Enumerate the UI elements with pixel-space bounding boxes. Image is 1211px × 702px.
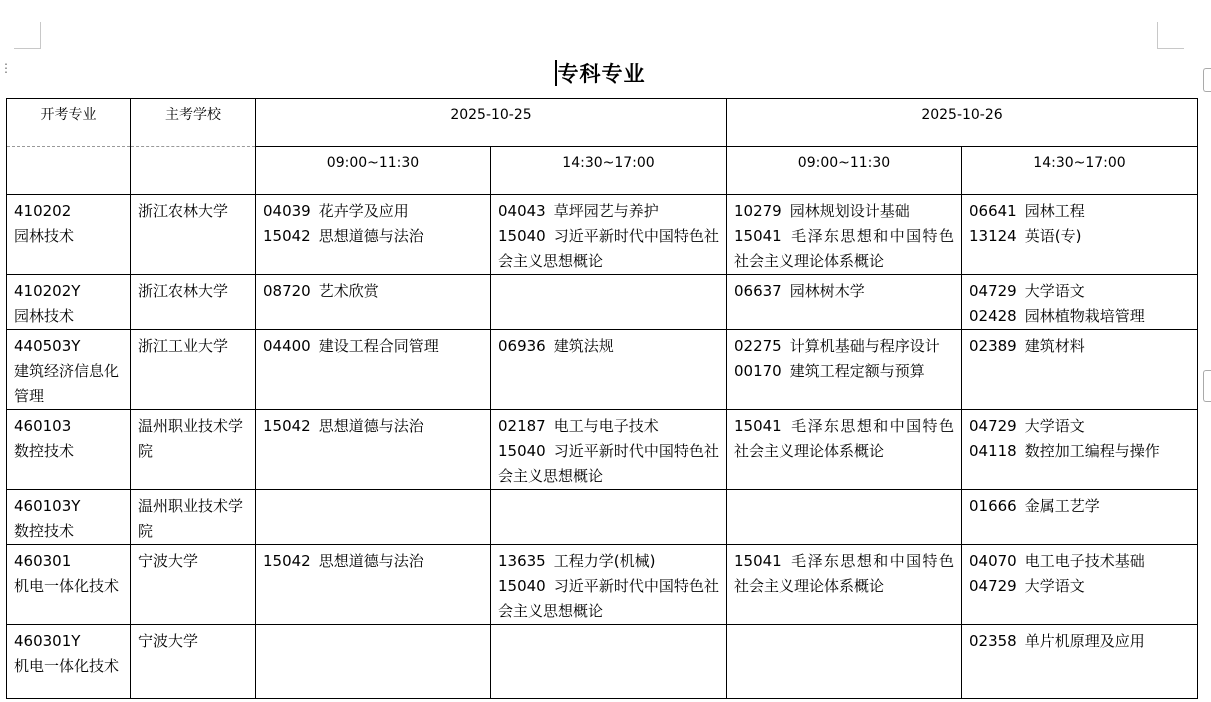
major-name: 建筑经济信息化管理 — [14, 362, 120, 405]
major-cell[interactable] — [7, 330, 131, 410]
course-entry — [969, 629, 1190, 654]
course-code: 15040 — [498, 577, 546, 595]
course-code: 15041 — [734, 227, 782, 245]
exam-cell-d1-pm[interactable] — [491, 545, 727, 625]
course-code: 06637 — [734, 282, 782, 300]
course-entry — [498, 439, 719, 489]
header-slot-d1-am: 09:00~11:30 — [256, 147, 491, 195]
major-code: 460301 — [14, 552, 72, 570]
major-code: 410202Y — [14, 282, 81, 300]
course-entry — [498, 334, 719, 359]
course-name: 电工电子技术基础 — [1024, 552, 1145, 570]
course-name: 园林规划设计基础 — [789, 202, 910, 220]
exam-cell-d1-pm[interactable] — [491, 195, 727, 275]
course-entry — [734, 199, 954, 224]
major-cell[interactable] — [7, 625, 131, 699]
course-name: 思想道德与法治 — [318, 552, 424, 570]
major-name: 数控技术 — [14, 522, 75, 540]
table-row — [7, 195, 1198, 275]
table-row — [7, 275, 1198, 330]
course-code: 04400 — [263, 337, 311, 355]
course-code: 02389 — [969, 337, 1017, 355]
header-row-slots — [7, 147, 1198, 195]
course-entry — [969, 199, 1190, 224]
major-cell[interactable] — [7, 545, 131, 625]
course-name: 毛泽东思想和中国特色社会主义理论体系概论 — [734, 552, 954, 595]
school-cell[interactable]: 浙江农林大学 — [131, 275, 256, 330]
course-code: 10279 — [734, 202, 782, 220]
major-code: 460103Y — [14, 497, 81, 515]
major-code: 460103 — [14, 417, 72, 435]
exam-cell-d2-am[interactable] — [727, 625, 962, 699]
school-cell[interactable]: 宁波大学 — [131, 625, 256, 699]
exam-cell-d2-am[interactable] — [727, 330, 962, 410]
course-name: 园林树木学 — [789, 282, 865, 300]
exam-cell-d1-am[interactable] — [256, 410, 491, 490]
course-entry — [263, 549, 483, 574]
course-code: 06936 — [498, 337, 546, 355]
course-name: 习近平新时代中国特色社会主义思想概论 — [498, 442, 719, 485]
course-name: 大学语文 — [1024, 577, 1085, 595]
header-date-1: 2025-10-25 — [256, 99, 727, 147]
course-entry — [498, 224, 719, 274]
major-name: 园林技术 — [14, 307, 75, 325]
exam-cell-d1-pm[interactable] — [491, 275, 727, 330]
course-code: 15040 — [498, 227, 546, 245]
course-name: 艺术欣赏 — [318, 282, 379, 300]
exam-cell-d1-am[interactable] — [256, 275, 491, 330]
table-row — [7, 625, 1198, 699]
course-code: 15041 — [734, 417, 782, 435]
table-row — [7, 330, 1198, 410]
course-code: 04729 — [969, 417, 1017, 435]
course-entry — [734, 224, 954, 274]
exam-cell-d2-pm[interactable] — [962, 410, 1198, 490]
major-name: 数控技术 — [14, 442, 75, 460]
header-major-blank — [7, 147, 131, 195]
course-name: 花卉学及应用 — [318, 202, 409, 220]
table-row — [7, 490, 1198, 545]
header-school: 主考学校 — [131, 99, 256, 147]
course-name: 单片机原理及应用 — [1024, 632, 1145, 650]
exam-schedule-table[interactable] — [6, 98, 1198, 699]
course-code: 04039 — [263, 202, 311, 220]
course-name: 思想道德与法治 — [318, 227, 424, 245]
course-entry — [498, 549, 719, 574]
course-code: 15040 — [498, 442, 546, 460]
course-code: 04043 — [498, 202, 546, 220]
course-entry — [734, 334, 954, 359]
major-code: 440503Y — [14, 337, 81, 355]
header-date-2: 2025-10-26 — [727, 99, 1198, 147]
course-code: 02358 — [969, 632, 1017, 650]
school-cell[interactable]: 浙江农林大学 — [131, 195, 256, 275]
exam-cell-d2-pm[interactable] — [962, 490, 1198, 545]
header-slot-d1-pm: 14:30~17:00 — [491, 147, 727, 195]
course-entry — [498, 199, 719, 224]
course-code: 01666 — [969, 497, 1017, 515]
exam-cell-d1-am[interactable] — [256, 195, 491, 275]
course-code: 15042 — [263, 417, 311, 435]
exam-cell-d2-pm[interactable] — [962, 625, 1198, 699]
course-entry — [734, 279, 954, 304]
course-code: 04729 — [969, 282, 1017, 300]
exam-cell-d2-am[interactable] — [727, 275, 962, 330]
course-code: 08720 — [263, 282, 311, 300]
course-code: 02275 — [734, 337, 782, 355]
major-cell[interactable] — [7, 275, 131, 330]
course-name: 英语(专) — [1024, 227, 1082, 245]
course-entry — [734, 549, 954, 599]
course-entry — [263, 199, 483, 224]
course-name: 建设工程合同管理 — [318, 337, 439, 355]
side-panel-toggle[interactable] — [1203, 370, 1211, 402]
course-code: 06641 — [969, 202, 1017, 220]
exam-cell-d1-pm[interactable] — [491, 625, 727, 699]
major-name: 机电一体化技术 — [14, 657, 120, 675]
course-code: 02187 — [498, 417, 546, 435]
course-entry — [969, 574, 1190, 599]
school-cell[interactable]: 温州职业技术学院 — [131, 490, 256, 545]
table-row — [7, 545, 1198, 625]
major-cell[interactable] — [7, 490, 131, 545]
course-name: 思想道德与法治 — [318, 417, 424, 435]
course-entry — [734, 414, 954, 464]
course-name: 毛泽东思想和中国特色社会主义理论体系概论 — [734, 417, 954, 460]
course-entry — [969, 439, 1190, 464]
exam-cell-d2-am[interactable] — [727, 490, 962, 545]
course-name: 数控加工编程与操作 — [1024, 442, 1160, 460]
course-name: 习近平新时代中国特色社会主义思想概论 — [498, 227, 719, 270]
course-code: 04118 — [969, 442, 1017, 460]
page-corner-mark-right — [1157, 22, 1184, 49]
header-school-blank — [131, 147, 256, 195]
course-entry — [263, 334, 483, 359]
course-entry — [263, 414, 483, 439]
side-panel-tab[interactable] — [1203, 68, 1211, 92]
course-name: 工程力学(机械) — [553, 552, 656, 570]
course-name: 金属工艺学 — [1024, 497, 1100, 515]
exam-cell-d1-am[interactable] — [256, 545, 491, 625]
course-code: 02428 — [969, 307, 1017, 325]
course-name: 计算机基础与程序设计 — [789, 337, 940, 355]
course-code: 15041 — [734, 552, 782, 570]
course-code: 04070 — [969, 552, 1017, 570]
exam-cell-d2-pm[interactable] — [962, 545, 1198, 625]
exam-cell-d2-pm[interactable] — [962, 195, 1198, 275]
course-name: 习近平新时代中国特色社会主义思想概论 — [498, 577, 719, 620]
course-entry — [969, 279, 1190, 304]
header-major: 开考专业 — [7, 99, 131, 147]
course-entry — [498, 414, 719, 439]
course-entry — [969, 334, 1190, 359]
major-name: 机电一体化技术 — [14, 577, 120, 595]
course-name: 建筑法规 — [553, 337, 614, 355]
text-cursor — [555, 60, 557, 86]
course-entry — [969, 494, 1190, 519]
course-entry — [734, 359, 954, 384]
course-name: 草坪园艺与养护 — [553, 202, 659, 220]
major-name: 园林技术 — [14, 227, 75, 245]
table-move-handle-icon[interactable]: ⋮ — [0, 61, 12, 75]
exam-cell-d2-pm[interactable] — [962, 275, 1198, 330]
course-name: 大学语文 — [1024, 282, 1085, 300]
major-cell[interactable] — [7, 410, 131, 490]
course-code: 04729 — [969, 577, 1017, 595]
course-code: 15042 — [263, 552, 311, 570]
exam-cell-d2-am[interactable] — [727, 545, 962, 625]
course-code: 15042 — [263, 227, 311, 245]
exam-cell-d1-pm[interactable] — [491, 410, 727, 490]
school-cell[interactable]: 温州职业技术学院 — [131, 410, 256, 490]
course-entry — [263, 279, 483, 304]
major-code: 460301Y — [14, 632, 81, 650]
course-name: 建筑工程定额与预算 — [789, 362, 925, 380]
header-slot-d2-am: 09:00~11:30 — [727, 147, 962, 195]
school-cell[interactable]: 浙江工业大学 — [131, 330, 256, 410]
course-code: 00170 — [734, 362, 782, 380]
table-row — [7, 410, 1198, 490]
course-name: 大学语文 — [1024, 417, 1085, 435]
course-code: 13124 — [969, 227, 1017, 245]
course-entry — [498, 574, 719, 624]
course-entry — [969, 304, 1190, 329]
course-entry — [969, 414, 1190, 439]
exam-cell-d2-pm[interactable] — [962, 330, 1198, 410]
exam-cell-d1-am[interactable] — [256, 625, 491, 699]
course-entry — [263, 224, 483, 249]
course-entry — [969, 549, 1190, 574]
exam-cell-d1-pm[interactable] — [491, 490, 727, 545]
course-code: 13635 — [498, 552, 546, 570]
exam-cell-d1-am[interactable] — [256, 490, 491, 545]
header-slot-d2-pm: 14:30~17:00 — [962, 147, 1198, 195]
major-cell[interactable] — [7, 195, 131, 275]
page-title[interactable]: 专科专业 — [0, 58, 1200, 88]
page-corner-mark-left — [14, 22, 41, 49]
course-name: 电工与电子技术 — [553, 417, 659, 435]
exam-cell-d1-pm[interactable] — [491, 330, 727, 410]
exam-cell-d2-am[interactable] — [727, 195, 962, 275]
major-code: 410202 — [14, 202, 72, 220]
course-entry — [969, 224, 1190, 249]
course-name: 毛泽东思想和中国特色社会主义理论体系概论 — [734, 227, 954, 270]
course-name: 园林植物栽培管理 — [1024, 307, 1145, 325]
exam-cell-d1-am[interactable] — [256, 330, 491, 410]
course-name: 园林工程 — [1024, 202, 1085, 220]
header-row-dates — [7, 99, 1198, 147]
exam-cell-d2-am[interactable] — [727, 410, 962, 490]
course-name: 建筑材料 — [1024, 337, 1085, 355]
school-cell[interactable]: 宁波大学 — [131, 545, 256, 625]
